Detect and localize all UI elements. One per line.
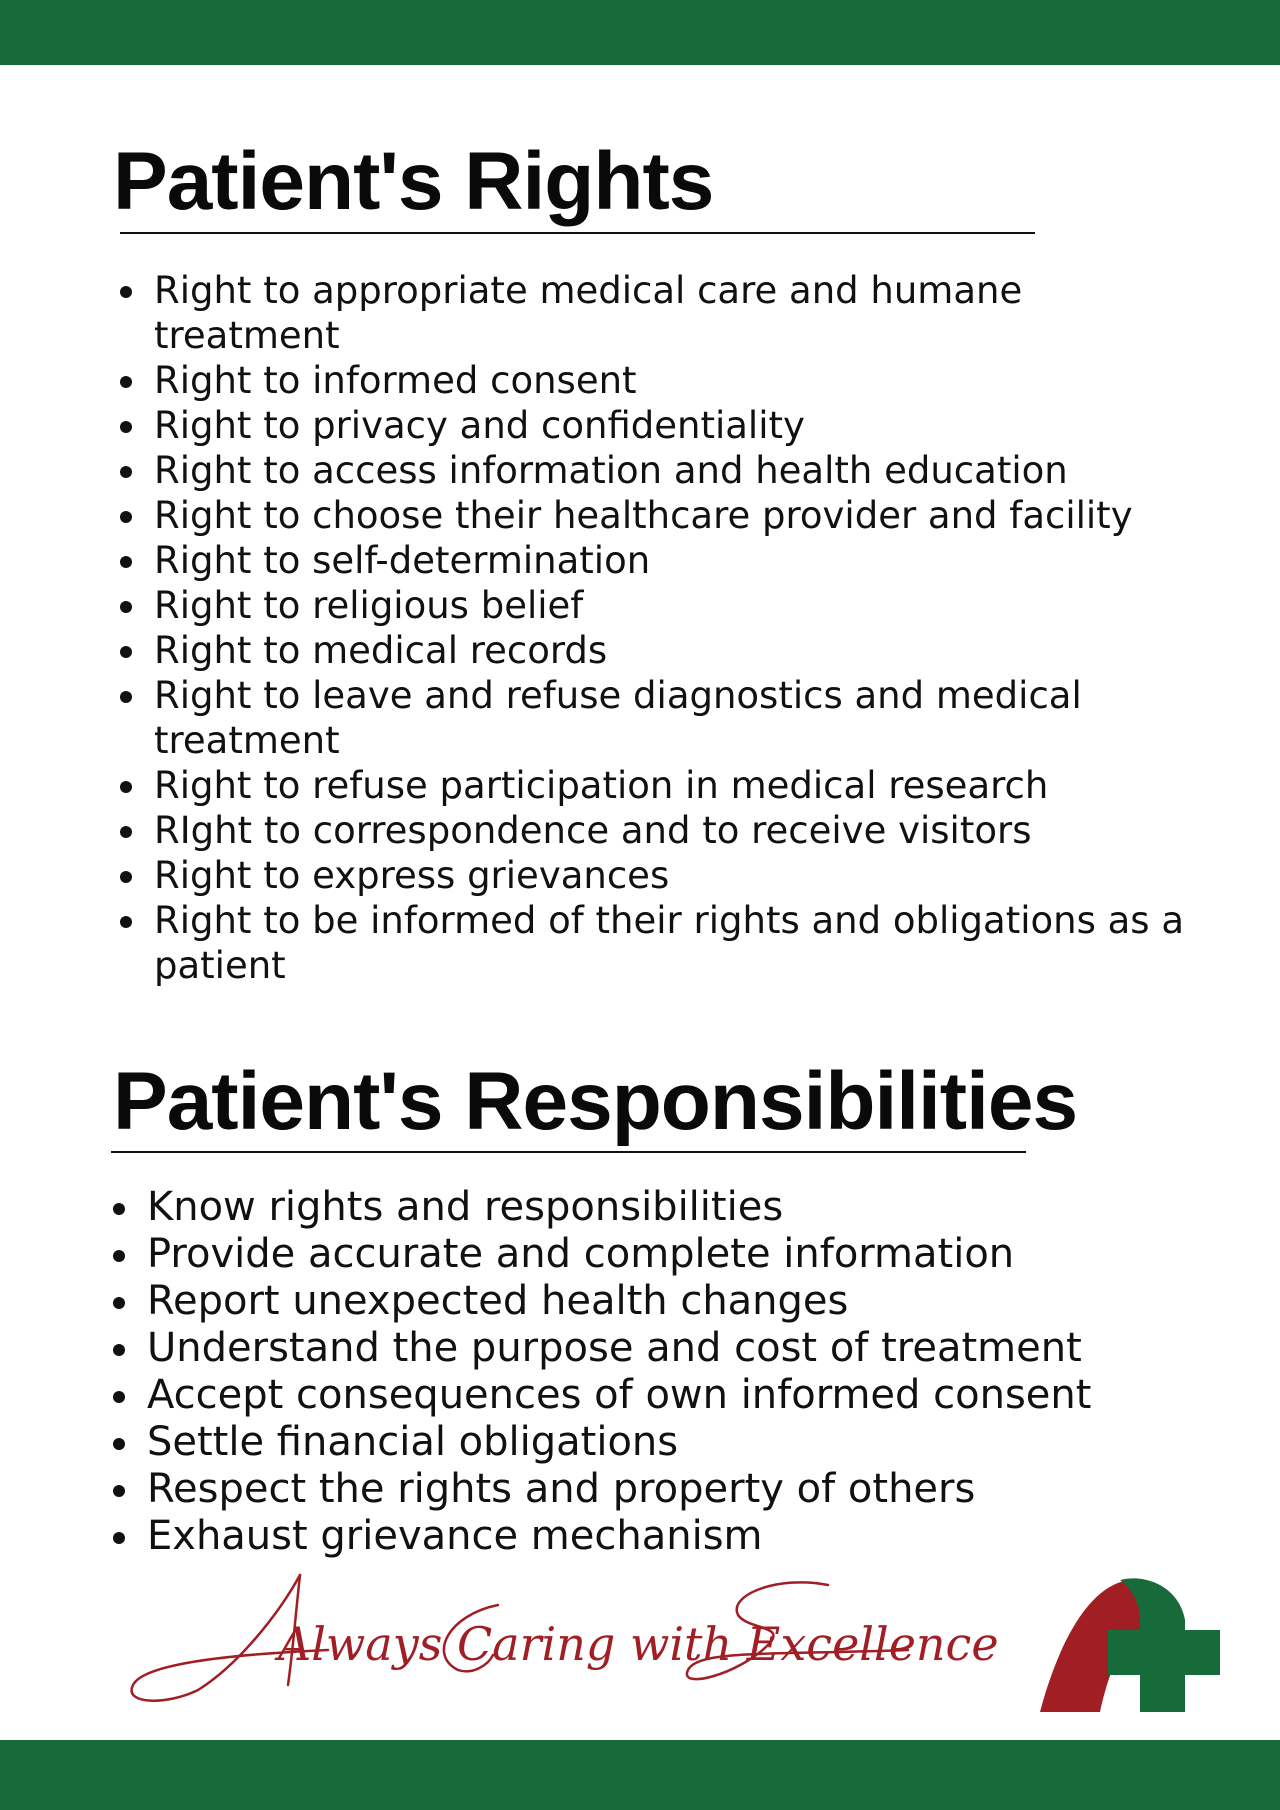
list-item: Right to access information and health education [154,448,1184,493]
list-item: Right to self-determination [154,538,1184,583]
list-item: Settle financial obligations [147,1419,1177,1466]
list-item: Right to privacy and confidentiality [154,403,1184,448]
list-item: Right to appropriate medical care and humane treatment [154,268,1184,358]
cross-logo-icon [1040,1575,1225,1715]
rights-title: Patient's Rights [113,136,714,227]
rights-list [154,268,1184,988]
list-item: Right to be informed of their rights and obligations as a patient [154,899,1185,987]
responsibilities-title: Patient's Responsibilities [113,1056,1078,1147]
responsibilities-title-underline [111,1151,1026,1153]
list-item: Right to express grievances [154,853,1184,898]
bottom-band [0,1740,1280,1810]
top-band [0,0,1280,65]
rights-title-underline [120,232,1035,234]
list-item: Right to refuse participation in medical research [154,763,1184,808]
list-item: Right to choose their healthcare provider and facility [154,493,1184,538]
list-item: Right to medical records [154,628,1184,673]
list-item: Report unexpected health changes [147,1278,1177,1325]
tagline [128,1555,999,1725]
list-item: Exhaust grievance mechanism [147,1513,1177,1560]
list-item: Right to religious belief [154,583,1184,628]
list-item: Right to leave and refuse diagnostics and medical treatment [154,673,1184,763]
list-item: Understand the purpose and cost of treatment [147,1325,1177,1372]
list-item: Know rights and responsibilities [147,1184,1177,1231]
list-item: RIght to correspondence and to receive visitors [154,808,1184,853]
list-item: Right to informed consent [154,358,1184,403]
list-item: Provide accurate and complete information [147,1231,1177,1278]
list-item: Respect the rights and property of others [147,1466,1177,1513]
list-item: Accept consequences of own informed consent [147,1372,1177,1419]
tagline-text: Always Caring with Excellence [278,1617,999,1671]
responsibilities-list [147,1184,1177,1560]
